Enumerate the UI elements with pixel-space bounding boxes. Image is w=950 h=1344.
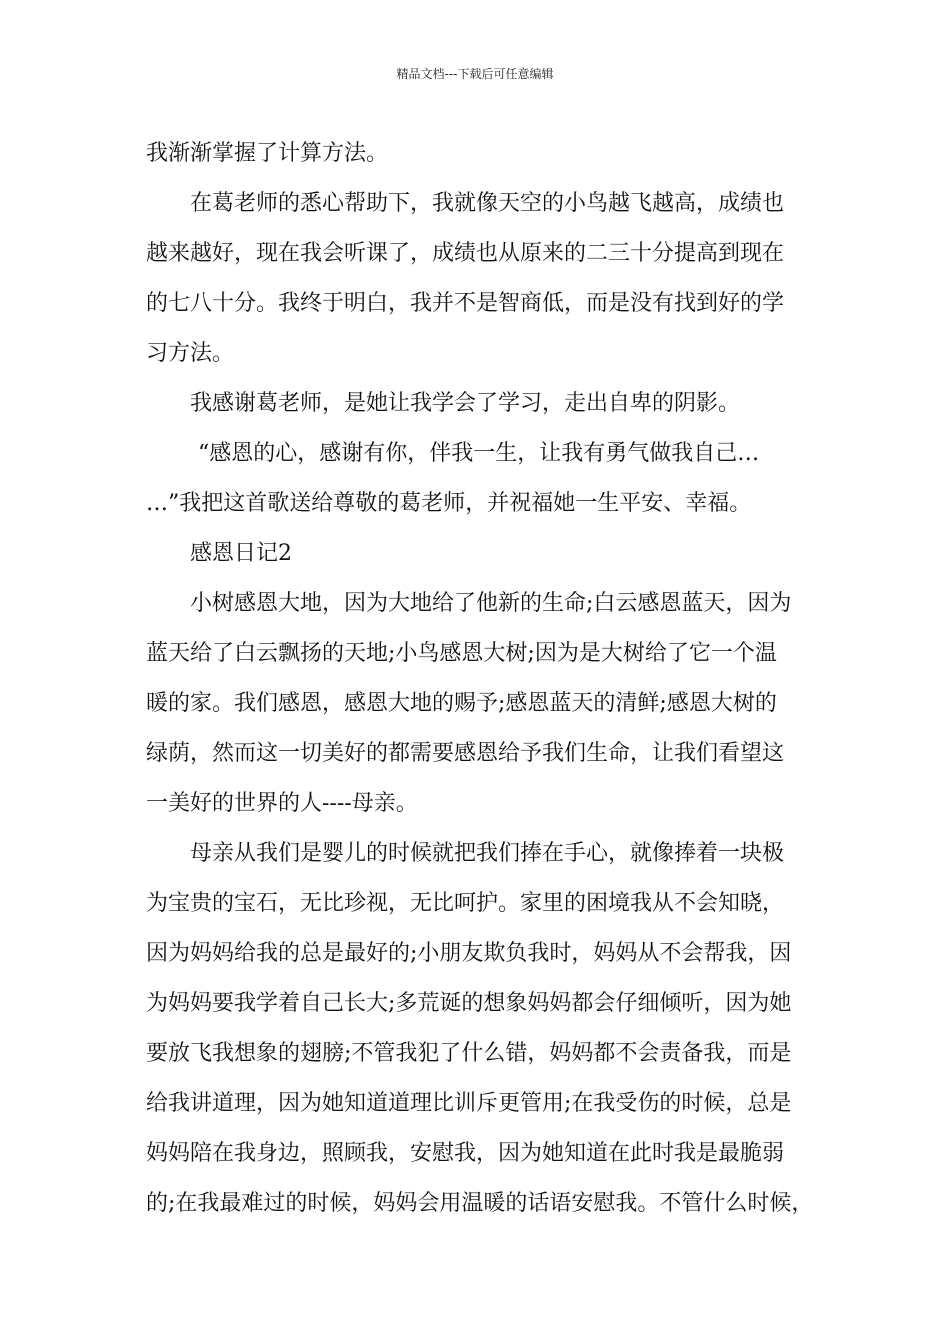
text-line: 暖的家。我们感恩，感恩大地的赐予;感恩蓝天的清鲜;感恩大树的 (146, 691, 777, 716)
text-line: 因为妈妈给我的总是最好的;小朋友欺负我时，妈妈从不会帮我，因 (146, 941, 792, 966)
text-line: 越来越好，现在我会听课了，成绩也从原来的二三十分提高到现在 (146, 241, 785, 266)
text-line: 为宝贵的宝石，无比珍视，无比呵护。家里的困境我从不会知晓， (146, 891, 785, 916)
text-line: “感恩的心，感谢有你，伴我一生，让我有勇气做我自己… (198, 441, 760, 466)
text-line: 绿荫，然而这一切美好的都需要感恩给予我们生命，让我们看望这 (146, 741, 785, 766)
text-line: 妈妈陪在我身边，照顾我，安慰我，因为她知道在此时我是最脆弱 (146, 1141, 785, 1166)
text-line: 要放飞我想象的翅膀;不管我犯了什么错，妈妈都不会责备我，而是 (146, 1041, 792, 1066)
section-heading: 感恩日记2 (190, 541, 292, 566)
text-line: 给我讲道理，因为她知道道理比训斥更管用;在我受伤的时候，总是 (146, 1091, 792, 1116)
text-line: 小树感恩大地，因为大地给了他新的生命;白云感恩蓝天，因为 (190, 591, 792, 616)
text-line: 的七八十分。我终于明白，我并不是智商低，而是没有找到好的学 (146, 291, 785, 316)
text-line: 一美好的世界的人----母亲。 (146, 791, 418, 816)
text-line: 蓝天给了白云飘扬的天地;小鸟感恩大树;因为是大树给了它一个温 (146, 641, 777, 666)
text-line: 习方法。 (146, 341, 235, 366)
text-line: 我渐渐掌握了计算方法。 (146, 141, 389, 166)
text-line: 为妈妈要我学着自己长大;多荒诞的想象妈妈都会仔细倾听，因为她 (146, 991, 792, 1016)
text-line: 我感谢葛老师，是她让我学会了学习，走出自卑的阴影。 (190, 391, 741, 416)
document-body (146, 129, 830, 1229)
text-line: …”我把这首歌送给尊敬的葛老师，并祝福她一生平安、幸福。 (146, 491, 752, 516)
page-header: 精品文档---下载后可任意编辑 (396, 67, 554, 81)
text-line: 的;在我最难过的时候，妈妈会用温暖的话语安慰我。不管什么时候， (146, 1191, 814, 1216)
text-line: 母亲从我们是婴儿的时候就把我们捧在手心，就像捧着一块极 (190, 841, 785, 866)
text-line: 在葛老师的悉心帮助下，我就像天空的小鸟越飞越高，成绩也 (190, 191, 785, 216)
